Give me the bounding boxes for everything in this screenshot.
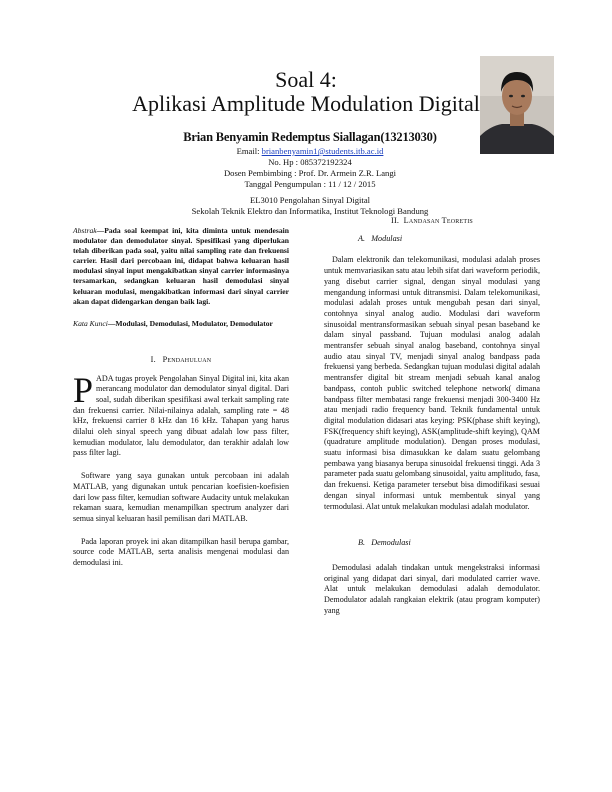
section-2-number: II. (391, 216, 400, 225)
section-1-paragraph-2: Software yang saya gunakan untuk percobaan ini adalah MATLAB, yang digunakan untuk pencarian koefisien-koefisien dari low pass filter, kemudian software Audacity untuk melakukan rekaman suara, kemudian menampilkan spectrum analyzer dari semua sinyal keluaran hasil pemilisan dari MATLAB. (73, 471, 289, 523)
subsection-b-paragraph: Demodulasi adalah tindakan untuk mengekstraksi informasi original yang didapat dari sinyal, dari modulated carrier wave. Alat untuk melakukan demodulasi adalah demodulator. Demodulator adalah rangkaian elektrik (atau program komputer) yang (324, 562, 540, 615)
abstract-text: —Pada soal keempat ini, kita diminta untuk mendesain modulator dan demodulator sinyal. Spesifikasi yang diperlukan telah diberikan pada soal, yaitu nilai sampling rate dan frekuensi carrier. Hasil dari percobaan ini, didapat bahwa keluaran hasil modulasi sinyal input mengakibatkan sinyal carrier informasinya tersamarkan, sedangkan keluaran hasil demodulasi sinyal keluaran modulasi, mengakibatkan informasi dari sinyal carrier akan dapat didengarkan dengan baik lagi. (73, 226, 289, 306)
email-label: Email: (236, 146, 262, 156)
section-1-title: Pendahuluan (162, 354, 212, 364)
abstract-label: Abstrak (73, 226, 97, 235)
subsection-a-label: A. (358, 233, 366, 243)
author-photo (480, 56, 554, 154)
section-1-paragraph-1-text: ADA tugas proyek Pengolahan Sinyal Digital ini, kita akan merancang modulator dan demodulator sinyal digital. Dari soal, sudah diberikan spesifikasi awal terkait sampling rate dan frekuensi carrier. Nilai-nilainya adalah, sampling rate = 48 kHz, frekuensi carrier 8 kHz dan 16 kHz. Tahapan yang harus dilalui oleh sinyal speech yang dibuat adalah low pass filter, kemudian modulator, lalu demodulator, dan terakhir adalah low pass filter lagi. (73, 373, 289, 458)
subsection-b-title: Demodulasi (371, 538, 411, 548)
phone-line: No. Hp : 085372192324 (268, 157, 352, 167)
school-line: Sekolah Teknik Elektro dan Informatika, Institut Teknologi Bandung (191, 206, 429, 216)
section-1-heading (73, 355, 289, 366)
section-2-heading (324, 216, 540, 227)
subsection-a-heading (358, 234, 540, 245)
section-1-paragraph-1 (73, 369, 289, 460)
subsection-b-heading (358, 538, 540, 549)
section-1-number: I. (150, 354, 156, 364)
deadline-line: Tanggal Pengumpulan : 11 / 12 / 2015 (244, 179, 376, 189)
title-line-2: Aplikasi Amplitude Modulation Digital (132, 91, 480, 116)
abstract (73, 226, 289, 307)
keywords (73, 319, 289, 329)
section-1-paragraph-3: Pada laporan proyek ini akan ditampilkan hasil berupa gambar, source code MATLAB, serta analisis mengenai modulasi dan demodulasi ini. (73, 536, 289, 568)
keywords-text: —Modulasi, Demodulasi, Modulator, Demodulator (107, 318, 273, 328)
right-column (324, 216, 540, 617)
email-line (140, 146, 480, 157)
email-link[interactable]: brianbenyamin1@students.itb.ac.id (261, 146, 384, 156)
title-line-1: Soal 4: (275, 67, 337, 92)
course-line: EL3010 Pengolahan Sinyal Digital (249, 195, 371, 205)
subsection-b-label: B. (358, 538, 366, 548)
drop-cap: P (73, 369, 94, 410)
author-name: Brian Benyamin Redemptus Siallagan(13213030) (183, 130, 437, 144)
lecturer-line: Dosen Pembimbing : Prof. Dr. Armein Z.R. Langi (223, 168, 397, 178)
section-2-title: Landasan Teoretis (403, 216, 473, 225)
keywords-label: Kata Kunci (73, 318, 108, 328)
left-column (73, 226, 289, 569)
subsection-a-paragraph: Dalam elektronik dan telekomunikasi, modulasi adalah proses untuk memvariasikan satu atau lebih sifat dari waveform periodik, yang disebut carrier signal, dengan sinyal modulasi yang mengandung informasi untuk ditransmisi. Dalam telekomunikasi, modulasi adalah proses untuk mengubah pesan dari sinyal, contohnya sinyal analog audio. Modulasi dari waveform sinusoidal mentransformasikan sebuah sinyal pesan baseband ke dalam sinyal passband. Tujuan modulasi analog adalah mentransfer sebuah sinyal analog baseband, contohnya sinyal audio atau sinyal TV, menjadi sinyal analog bandpass pada frekuensi yang berbeda. Sedangkan tujuan modulasi digital adalah mentransfer digital bit stream menjadi sebuah kanal analog bandpass, contoh public switched telephone network( dimana bandpass filter membatasi range frekuensi menjadi 300-3400 Hz atau menjadi radio frequency band. Teknik fundamental untuk digital modulation didasari atas keying: PSK(phase shift keying), FSK(frequency shift keying), ASK(amplitude-shift keying), QAM (quadrature amplitude modulation). Dengan proses modulasi, suatu informasi bisa dimasukkan ke dalam suatu gelombang pembawa yang biasanya berupa sinusoidal frekuensi tinggi. Ada 3 parameter pada suatu gelombang sinusoidal, yaitu amplitudo, fasa, dan frekuensi. Ketiga parameter tersebut bisa dimodifikasi sesuai dengan sinyal informasi untuk membentuk sinyal yang termodulasi. Alat untuk melakukan modulasi adalah modulator. (324, 255, 540, 511)
subsection-a-title: Modulasi (371, 233, 403, 243)
